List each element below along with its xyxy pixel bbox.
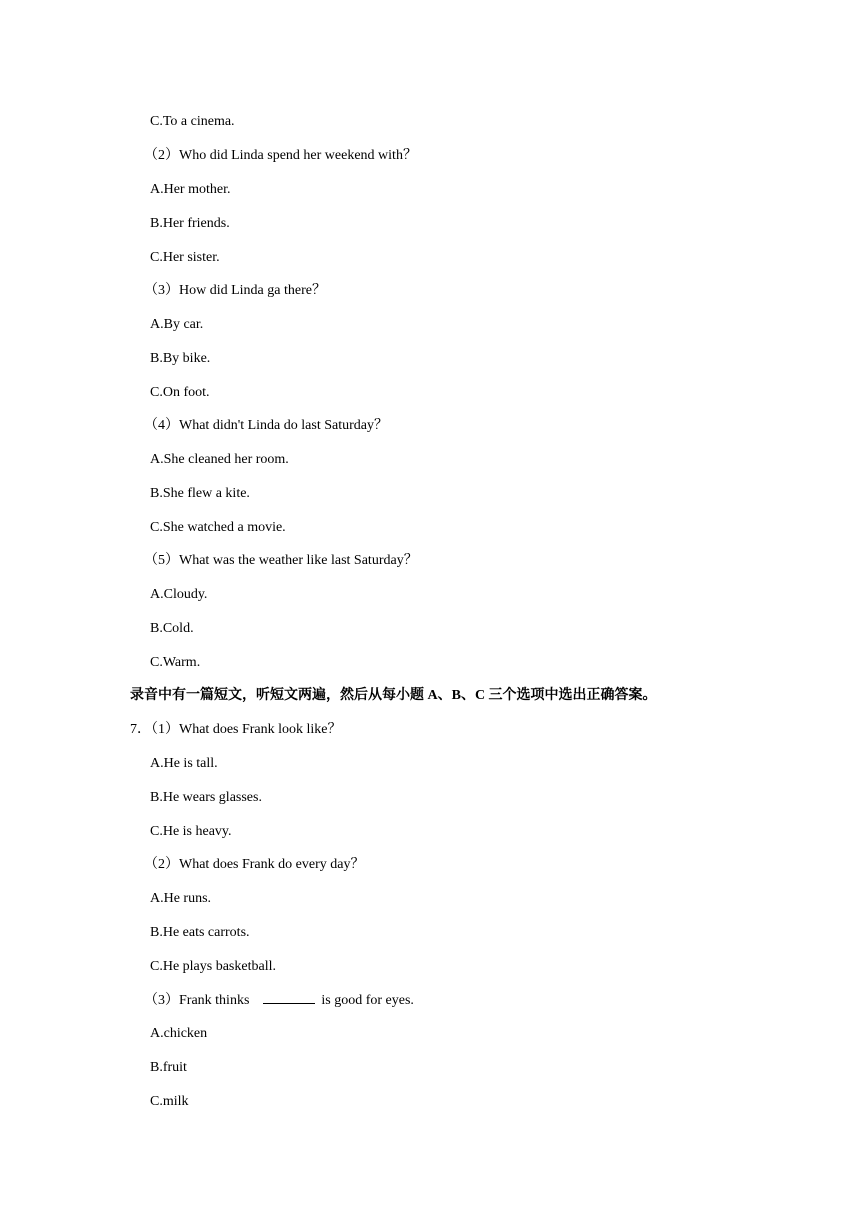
question-line: （5）What was the weather like last Saturday？ [144,553,418,568]
question-line: （4）What didn't Linda do last Saturday？ [144,418,388,433]
fill-blank-text-before: （3）Frank thinks [144,993,250,1008]
option-line: B.She flew a kite. [150,486,250,501]
question-line: （2）Who did Linda spend her weekend with？ [144,148,417,163]
option-line: A.chicken [150,1026,208,1041]
option-line: A.He runs. [150,891,212,906]
option-line: B.He eats carrots. [150,925,250,940]
option-line: A.Cloudy. [150,587,208,602]
question-7-heading: 7．（1）What does Frank look like？ [130,722,342,737]
option-line: B.Cold. [150,621,194,636]
option-line: A.She cleaned her room. [150,452,289,467]
option-line: A.By car. [150,317,204,332]
question-line: （2）What does Frank do every day？ [144,857,365,872]
option-line: C.milk [150,1094,189,1109]
option-line: B.fruit [150,1060,187,1075]
option-line: C.She watched a movie. [150,520,286,535]
answer-blank [263,991,315,1004]
option-line: C.Her sister. [150,250,220,265]
option-line: C.He is heavy. [150,824,232,839]
option-line: C.On foot. [150,385,210,400]
option-line: C.He plays basketball. [150,959,276,974]
option-line: A.He is tall. [150,756,218,771]
option-line: B.Her friends. [150,216,230,231]
fill-blank-question [144,991,414,1010]
option-line: B.By bike. [150,351,211,366]
option-line: C.Warm. [150,655,201,670]
option-line: A.Her mother. [150,182,231,197]
section-instruction: 录音中有一篇短文，听短文两遍，然后从每小题 A、B、C 三个选项中选出正确答案。 [130,688,657,703]
option-line: C.To a cinema. [150,114,235,129]
option-line: B.He wears glasses. [150,790,262,805]
fill-blank-text-after: is good for eyes. [321,993,414,1008]
question-line: （3）How did Linda ga there？ [144,283,326,298]
